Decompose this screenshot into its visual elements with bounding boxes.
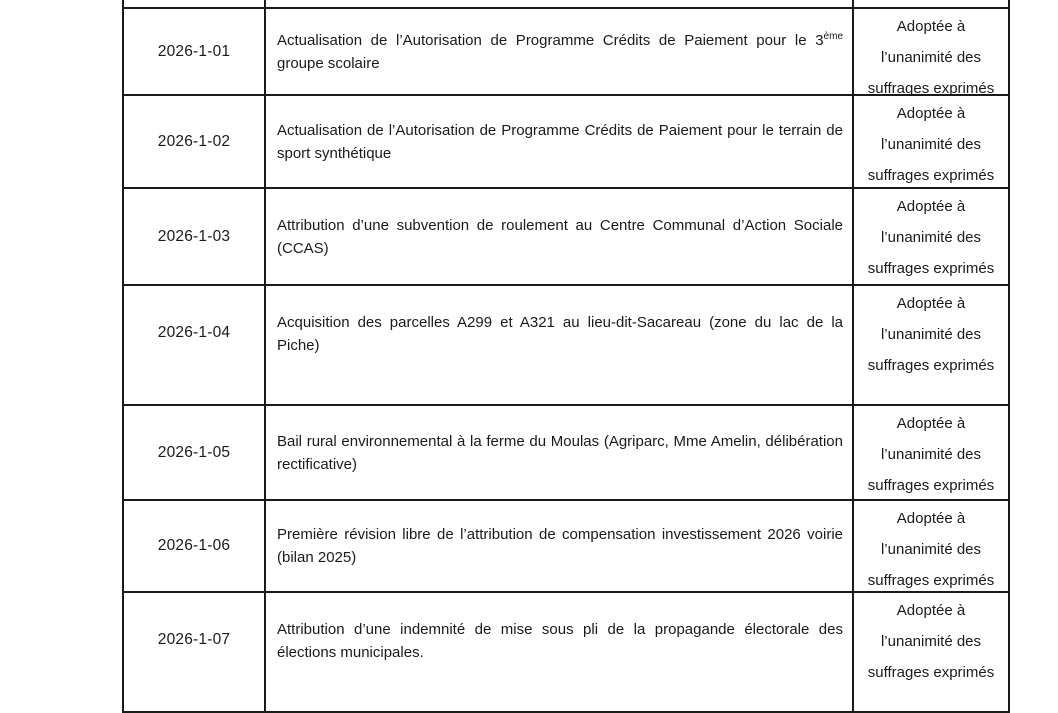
deliberation-number: 2026-1-06 (157, 537, 231, 554)
deliberation-result: Adoptée à l’unanimité des suffrages exprimés (867, 18, 995, 97)
deliberation-description-cell (266, 501, 854, 591)
deliberation-result: Adoptée à l’unanimité des suffrages exprimés (867, 198, 995, 277)
deliberation-number-cell (124, 189, 266, 284)
deliberation-number-cell (124, 501, 266, 591)
deliberation-description-cell (266, 0, 854, 7)
table-row (124, 9, 1008, 96)
deliberation-description-cell (266, 406, 854, 499)
deliberation-result-cell (854, 286, 1008, 404)
description-superscript: ème (823, 30, 843, 42)
deliberation-number-cell (124, 406, 266, 499)
deliberation-number-cell (124, 96, 266, 187)
deliberation-description-cell (266, 96, 854, 187)
deliberations-table (122, 0, 1010, 713)
deliberation-number-cell (124, 0, 266, 7)
deliberation-description: Acquisition des parcelles A299 et A321 au lieu-dit-Sacareau (zone du lac de la Piche) (277, 314, 843, 354)
deliberation-result: Adoptée à l’unanimité des suffrages exprimés (867, 602, 995, 681)
deliberation-result-cell (854, 96, 1008, 187)
deliberation-description: Attribution d’une indemnité de mise sous pli de la propagande électorale des élections municipales. (277, 621, 843, 661)
deliberation-number: 2026-1-05 (157, 443, 231, 461)
deliberation-description-cell (266, 593, 854, 711)
deliberation-result: Adoptée à l’unanimité des suffrages exprimés (867, 415, 995, 494)
deliberation-result-cell (854, 9, 1008, 97)
deliberation-description: Bail rural environnemental à la ferme du Moulas (Agriparc, Mme Amelin, délibération rectificative) (277, 432, 843, 473)
deliberation-result: Adoptée à l’unanimité des suffrages exprimés (867, 105, 995, 184)
deliberation-number: 2026-1-02 (157, 132, 231, 150)
table-row (124, 593, 1008, 713)
deliberation-number-cell (124, 286, 266, 404)
description-text: groupe scolaire (277, 54, 380, 72)
deliberation-description-cell (266, 286, 854, 404)
deliberation-number: 2026-1-03 (157, 227, 231, 245)
deliberation-result-cell (854, 189, 1008, 284)
deliberation-result: Adoptée à l’unanimité des suffrages exprimés (867, 295, 995, 374)
table-row (124, 286, 1008, 406)
deliberation-number: 2026-1-01 (157, 42, 231, 60)
deliberation-result: Adoptée à l’unanimité des suffrages exprimés (867, 510, 995, 589)
deliberation-description (277, 29, 843, 75)
deliberation-description: Attribution d’une subvention de roulement au Centre Communal d’Action Sociale (CCAS) (277, 216, 843, 257)
table-row (124, 406, 1008, 501)
deliberation-number-cell (124, 593, 266, 711)
deliberation-description: Première révision libre de l’attribution de compensation investissement 2026 voirie (bilan 2025) (277, 526, 843, 566)
deliberation-result-cell (854, 593, 1008, 711)
deliberation-number: 2026-1-04 (157, 324, 231, 341)
deliberation-description-cell (266, 189, 854, 284)
deliberation-description-cell (266, 9, 854, 94)
deliberation-description: Actualisation de l’Autorisation de Programme Crédits de Paiement pour le terrain de sport synthétique (277, 121, 843, 162)
deliberation-result-cell (854, 0, 1008, 7)
description-text: Actualisation de l’Autorisation de Programme Crédits de Paiement pour le 3 (277, 31, 824, 49)
deliberation-result-cell (854, 406, 1008, 499)
deliberation-number: 2026-1-07 (157, 631, 231, 648)
table-row (124, 96, 1008, 189)
deliberation-result-cell (854, 501, 1008, 591)
table-row (124, 501, 1008, 593)
deliberation-number-cell (124, 9, 266, 94)
table-row (124, 189, 1008, 286)
table-row-partial (124, 0, 1008, 9)
